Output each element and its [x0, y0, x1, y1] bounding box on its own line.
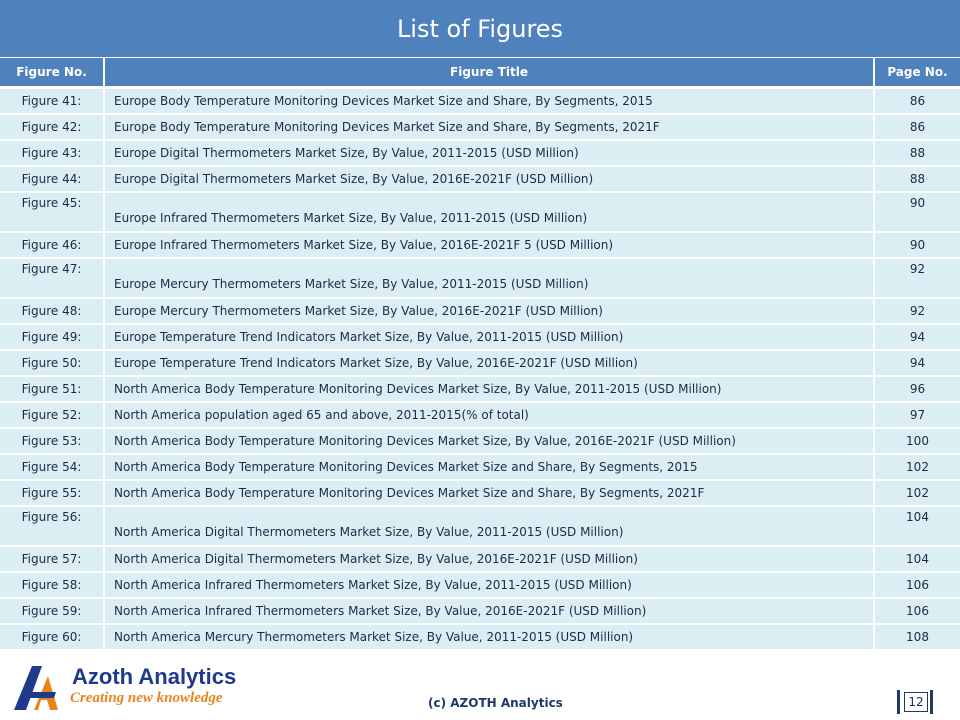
cell-figure-title: North America Digital Thermometers Market Size, By Value, 2011-2015 (USD Million): [104, 506, 874, 546]
table-row: [0, 258, 960, 298]
figures-table: [0, 58, 960, 651]
cell-page-no: 94: [874, 324, 960, 350]
cell-figure-no: Figure 58:: [0, 572, 104, 598]
cell-figure-no: Figure 60:: [0, 624, 104, 650]
cell-figure-no: Figure 57:: [0, 546, 104, 572]
page-number-box: [897, 690, 933, 714]
cell-page-no: 106: [874, 572, 960, 598]
cell-figure-title: North America Mercury Thermometers Market Size, By Value, 2011-2015 (USD Million): [104, 624, 874, 650]
cell-figure-title: Europe Infrared Thermometers Market Size, By Value, 2011-2015 (USD Million): [104, 192, 874, 232]
page-title: List of Figures: [0, 0, 960, 57]
table-row: [0, 232, 960, 258]
header-figure-no: Figure No.: [0, 58, 104, 88]
cell-figure-title: Europe Mercury Thermometers Market Size, By Value, 2011-2015 (USD Million): [104, 258, 874, 298]
footer-copyright: (c) AZOTH Analytics: [428, 696, 563, 710]
cell-figure-no: Figure 59:: [0, 598, 104, 624]
cell-page-no: 86: [874, 88, 960, 115]
cell-figure-title: North America Body Temperature Monitoring Devices Market Size and Share, By Segments, 2015: [104, 454, 874, 480]
cell-figure-title: Europe Temperature Trend Indicators Market Size, By Value, 2011-2015 (USD Million): [104, 324, 874, 350]
company-logo: [12, 660, 252, 716]
cell-page-no: 100: [874, 428, 960, 454]
table-row: [0, 506, 960, 546]
logo-tagline: Creating new knowledge: [70, 690, 223, 706]
cell-page-no: 106: [874, 598, 960, 624]
table-row: [0, 376, 960, 402]
cell-figure-no: Figure 41:: [0, 88, 104, 115]
cell-figure-title: North America Infrared Thermometers Market Size, By Value, 2016E-2021F (USD Million): [104, 598, 874, 624]
cell-figure-title: North America Digital Thermometers Market Size, By Value, 2016E-2021F (USD Million): [104, 546, 874, 572]
table-row: [0, 546, 960, 572]
cell-page-no: 90: [874, 232, 960, 258]
cell-figure-no: Figure 47:: [0, 258, 104, 298]
cell-page-no: 88: [874, 166, 960, 192]
table-row: [0, 402, 960, 428]
cell-page-no: 92: [874, 298, 960, 324]
cell-figure-title: Europe Mercury Thermometers Market Size, By Value, 2016E-2021F (USD Million): [104, 298, 874, 324]
cell-page-no: 96: [874, 376, 960, 402]
cell-page-no: 90: [874, 192, 960, 232]
table-row: [0, 114, 960, 140]
table-row: [0, 454, 960, 480]
table-row: [0, 298, 960, 324]
azoth-logo-icon: [12, 662, 64, 712]
cell-figure-title: North America Body Temperature Monitoring Devices Market Size, By Value, 2011-2015 (USD Million): [104, 376, 874, 402]
cell-figure-no: Figure 45:: [0, 192, 104, 232]
cell-figure-no: Figure 55:: [0, 480, 104, 506]
table-row: [0, 598, 960, 624]
page-number: 12: [904, 692, 928, 712]
cell-page-no: 108: [874, 624, 960, 650]
cell-page-no: 97: [874, 402, 960, 428]
cell-figure-title: North America population aged 65 and above, 2011-2015(% of total): [104, 402, 874, 428]
cell-figure-no: Figure 56:: [0, 506, 104, 546]
cell-figure-no: Figure 48:: [0, 298, 104, 324]
cell-figure-title: North America Infrared Thermometers Market Size, By Value, 2011-2015 (USD Million): [104, 572, 874, 598]
cell-figure-no: Figure 53:: [0, 428, 104, 454]
cell-page-no: 102: [874, 454, 960, 480]
cell-figure-title: Europe Infrared Thermometers Market Size, By Value, 2016E-2021F 5 (USD Million): [104, 232, 874, 258]
cell-figure-title: Europe Temperature Trend Indicators Market Size, By Value, 2016E-2021F (USD Million): [104, 350, 874, 376]
table-row: [0, 480, 960, 506]
table-row: [0, 324, 960, 350]
cell-figure-title: Europe Body Temperature Monitoring Devices Market Size and Share, By Segments, 2015: [104, 88, 874, 115]
cell-figure-no: Figure 44:: [0, 166, 104, 192]
table-header-row: [0, 58, 960, 88]
cell-page-no: 104: [874, 506, 960, 546]
table-row: [0, 140, 960, 166]
table-body: [0, 88, 960, 651]
table-row: [0, 572, 960, 598]
cell-figure-title: North America Body Temperature Monitoring Devices Market Size, By Value, 2016E-2021F (USD Million): [104, 428, 874, 454]
table-row: [0, 166, 960, 192]
cell-figure-no: Figure 54:: [0, 454, 104, 480]
cell-figure-no: Figure 46:: [0, 232, 104, 258]
cell-page-no: 86: [874, 114, 960, 140]
cell-page-no: 88: [874, 140, 960, 166]
table-row: [0, 624, 960, 650]
cell-page-no: 92: [874, 258, 960, 298]
cell-figure-title: Europe Body Temperature Monitoring Devices Market Size and Share, By Segments, 2021F: [104, 114, 874, 140]
cell-figure-no: Figure 42:: [0, 114, 104, 140]
cell-figure-no: Figure 43:: [0, 140, 104, 166]
table-row: [0, 350, 960, 376]
table-row: [0, 428, 960, 454]
cell-figure-no: Figure 52:: [0, 402, 104, 428]
table-row: [0, 192, 960, 232]
header-figure-title: Figure Title: [104, 58, 874, 88]
cell-figure-no: Figure 50:: [0, 350, 104, 376]
table-row: [0, 88, 960, 115]
cell-page-no: 102: [874, 480, 960, 506]
cell-figure-no: Figure 49:: [0, 324, 104, 350]
cell-figure-title: Europe Digital Thermometers Market Size, By Value, 2016E-2021F (USD Million): [104, 166, 874, 192]
logo-name: Azoth Analytics: [72, 664, 237, 689]
cell-figure-title: Europe Digital Thermometers Market Size, By Value, 2011-2015 (USD Million): [104, 140, 874, 166]
cell-figure-no: Figure 51:: [0, 376, 104, 402]
cell-figure-title: North America Body Temperature Monitoring Devices Market Size and Share, By Segments, 2021F: [104, 480, 874, 506]
cell-page-no: 104: [874, 546, 960, 572]
cell-page-no: 94: [874, 350, 960, 376]
header-page-no: Page No.: [874, 58, 960, 88]
